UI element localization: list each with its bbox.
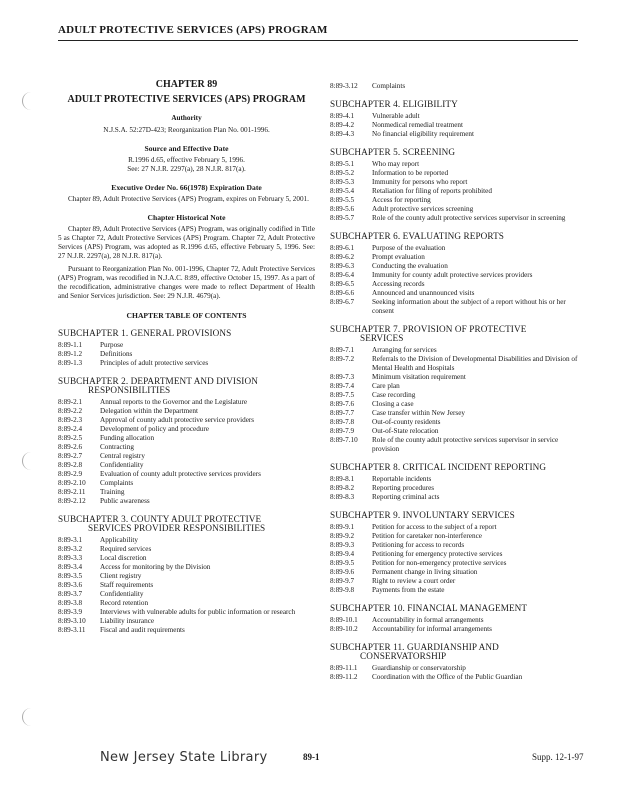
toc-entry: 8:89-6.3 Conducting the evaluation: [330, 262, 448, 270]
toc-entry: 8:89-3.4 Access for monitoring by the Division: [58, 563, 211, 571]
toc-entry: 8:89-5.2 Information to be reported: [330, 169, 449, 177]
toc-entry: 8:89-9.5 Petition for non-emergency protective services: [330, 559, 507, 567]
subchapter-title: SUBCHAPTER 2. DEPARTMENT AND DIVISION RESPONSIBILITIES: [58, 376, 258, 395]
subchapter-title: SUBCHAPTER 10. FINANCIAL MANAGEMENT: [330, 603, 528, 613]
toc-entry: 8:89-1.3 Principles of adult protective services: [58, 359, 209, 367]
source-text-1: R.1996 d.65, effective February 5, 1996.: [128, 156, 245, 164]
toc-entry: 8:89-6.5 Accessing records: [330, 280, 425, 288]
toc-entry: 8:89-6.1 Purpose of the evaluation: [330, 244, 446, 252]
toc-entry: 8:89-7.9 Out-of-State relocation: [330, 427, 439, 435]
subchapter-3: [58, 515, 315, 635]
toc-entry: 8:89-2.10 Complaints: [58, 479, 134, 487]
subchapter-4: [330, 100, 585, 139]
chapter-title: ADULT PROTECTIVE SERVICES (APS) PROGRAM: [67, 94, 306, 105]
toc-entry: 8:89-6.4 Immunity for county adult protective services providers: [330, 271, 533, 279]
toc-entry: 8:89-3.8 Record retention: [58, 599, 149, 607]
toc-entry: 8:89-9.8 Payments from the estate: [330, 586, 445, 594]
supplement-date: Supp. 12-1-97: [532, 752, 584, 762]
subchapter-title: SUBCHAPTER 6. EVALUATING REPORTS: [330, 231, 504, 241]
exec-order-text: Chapter 89, Adult Protective Services (APS) Program, expires on February 5, 2001.: [68, 195, 309, 203]
subchapter-title: SUBCHAPTER 8. CRITICAL INCIDENT REPORTING: [330, 462, 547, 472]
subchapter-title: SUBCHAPTER 3. COUNTY ADULT PROTECTIVE SERVICES PROVIDER RESPONSIBILITIES: [58, 514, 266, 533]
toc-entry: 8:89-6.7 Seeking information about the subject of a report without his or her consent: [330, 298, 566, 315]
binder-hole-mark: [22, 708, 37, 726]
toc-entry: 8:89-2.6 Contracting: [58, 443, 134, 451]
exec-order-heading: Executive Order No. 66(1978) Expiration Date: [111, 183, 262, 192]
toc-entry: 8:89-7.1 Arranging for services: [330, 346, 437, 354]
toc-entry: 8:89-5.7 Role of the county adult protective services supervisor in screening: [330, 214, 566, 222]
source-heading: Source and Effective Date: [144, 144, 229, 153]
right-column: [330, 82, 585, 682]
subchapter-title: SUBCHAPTER 11. GUARDIANSHIP AND CONSERVATORSHIP: [330, 642, 499, 661]
subchapter-1: [58, 329, 315, 368]
toc-entry: 8:89-3.6 Staff requirements: [58, 581, 154, 589]
toc-entry: 8:89-3.1 Applicability: [58, 536, 138, 544]
toc-entry: 8:89-7.5 Case recording: [330, 391, 416, 399]
toc-entry: 8:89-5.1 Who may report: [330, 160, 420, 168]
toc-entry: 8:89-3.5 Client registry: [58, 572, 142, 580]
subchapter-title: SUBCHAPTER 7. PROVISION OF PROTECTIVE SERVICES: [330, 324, 527, 343]
toc-entry: 8:89-7.6 Closing a case: [330, 400, 414, 408]
history-paragraph-2: Pursuant to Reorganization Plan No. 001-1996, Chapter 72, Adult Protective Services (APS) Program, was recodified in N.J.A.C. 8:89, effective October 15, 1997. As a part of the recodification, administrative changes were made to reflect Department of Health and Senior Services jurisdiction. See: 29 N.J.R. 4679(a).: [58, 265, 315, 300]
running-header: ADULT PROTECTIVE SERVICES (APS) PROGRAM: [58, 24, 328, 36]
toc-entry: 8:89-6.2 Prompt evaluation: [330, 253, 425, 261]
history-paragraph-1: Chapter 89, Adult Protective Services (APS) Program, was originally codified in Title 5 as Chapter 72, Adult Protective Services (APS) Program. Chapter 72, Adult Protective Services (APS) Program, was adopted as R.1996 d.65, effective February 5, 1996. See: 27 N.J.R. 2297(a), 28 N.J.R. 817(a).: [58, 225, 315, 260]
toc-entry: 8:89-4.2 Nonmedical remedial treatment: [330, 121, 464, 129]
toc-entry: 8:89-7.3 Minimum visitation requirement: [330, 373, 466, 381]
toc-entry: 8:89-3.12 Complaints: [330, 82, 406, 90]
page-number: 89-1: [303, 752, 320, 762]
toc-entry: 8:89-7.2 Referrals to the Division of Developmental Disabilities and Division of Mental Health and Hospitals: [330, 355, 578, 372]
library-stamp: New Jersey State Library: [100, 750, 268, 765]
toc-entry: 8:89-2.9 Evaluation of county adult protective services providers: [58, 470, 261, 478]
subchapter-2: [58, 377, 315, 506]
toc-entry: 8:89-2.3 Approval of county adult protective service providers: [58, 416, 255, 424]
left-column: [58, 80, 315, 635]
subchapter-title: SUBCHAPTER 9. INVOLUNTARY SERVICES: [330, 510, 515, 520]
toc-entry: 8:89-2.11 Training: [58, 488, 125, 496]
toc-entry: 8:89-2.5 Funding allocation: [58, 434, 155, 442]
subchapter-title: SUBCHAPTER 4. ELIGIBILITY: [330, 99, 458, 109]
authority-text: N.J.S.A. 52:27D-423; Reorganization Plan No. 001-1996.: [103, 126, 270, 134]
toc-entry: 8:89-2.8 Confidentiality: [58, 461, 144, 469]
toc-entry: 8:89-9.6 Permanent change in living situation: [330, 568, 478, 576]
toc-entry: 8:89-3.10 Liability insurance: [58, 617, 155, 625]
toc-entry: 8:89-1.2 Definitions: [58, 350, 133, 358]
toc-entry: 8:89-11.1 Guardianship or conservatorship: [330, 664, 466, 672]
toc-entry: 8:89-5.4 Retaliation for filing of reports prohibited: [330, 187, 492, 195]
toc-entry: 8:89-3.7 Confidentiality: [58, 590, 144, 598]
toc-entry: 8:89-8.1 Reportable incidents: [330, 475, 432, 483]
toc-entry: 8:89-2.2 Delegation within the Department: [58, 407, 198, 415]
subchapter-5: [330, 148, 585, 223]
subchapter-title: SUBCHAPTER 5. SCREENING: [330, 147, 456, 157]
subchapter-7: [330, 325, 585, 454]
source-text-2: See: 27 N.J.R. 2297(a), 28 N.J.R. 817(a).: [127, 165, 246, 173]
toc-entry: 8:89-5.3 Immunity for persons who report: [330, 178, 468, 186]
toc-entry: 8:89-9.3 Petitioning for access to records: [330, 541, 465, 549]
toc-entry: 8:89-8.2 Reporting procedures: [330, 484, 435, 492]
subchapter-10: [330, 604, 585, 634]
binder-hole-mark: [22, 92, 37, 110]
toc-entry: 8:89-10.2 Accountability for informal arrangements: [330, 625, 492, 633]
toc-entry: 8:89-5.5 Access for reporting: [330, 196, 431, 204]
subchapter-11: [330, 643, 585, 682]
toc-entry: 8:89-4.3 No financial eligibility requirement: [330, 130, 474, 138]
subchapter-9: [330, 511, 585, 595]
toc-entry: 8:89-9.1 Petition for access to the subject of a report: [330, 523, 497, 531]
toc-entry: 8:89-5.6 Adult protective services screening: [330, 205, 474, 213]
toc-entry: 8:89-2.7 Central registry: [58, 452, 145, 460]
toc-entry: 8:89-9.2 Petition for caretaker non-interference: [330, 532, 482, 540]
history-heading: Chapter Historical Note: [147, 213, 226, 222]
toc-entry: 8:89-4.1 Vulnerable adult: [330, 112, 420, 120]
toc-entry: 8:89-3.3 Local discretion: [58, 554, 147, 562]
toc-entry: 8:89-7.4 Care plan: [330, 382, 400, 390]
toc-entry: 8:89-3.9 Interviews with vulnerable adults for public information or research: [58, 608, 296, 616]
binder-hole-mark: [22, 452, 37, 470]
chapter-number: CHAPTER 89: [155, 79, 218, 90]
subchapter-8: [330, 463, 585, 502]
toc-entry: 8:89-7.7 Case transfer within New Jersey: [330, 409, 466, 417]
toc-entry: 8:89-3.11 Fiscal and audit requirements: [58, 626, 185, 634]
toc-entry: 8:89-7.10 Role of the county adult protective services supervisor in service provision: [330, 436, 559, 453]
subchapter-title: SUBCHAPTER 1. GENERAL PROVISIONS: [58, 328, 232, 338]
toc-entry: 8:89-2.1 Annual reports to the Governor and the Legislature: [58, 398, 248, 406]
toc-entry: 8:89-2.12 Public awareness: [58, 497, 150, 505]
toc-entry: 8:89-3.2 Required services: [58, 545, 152, 553]
toc-entry: 8:89-8.3 Reporting criminal acts: [330, 493, 440, 501]
toc-entry: 8:89-11.2 Coordination with the Office of the Public Guardian: [330, 673, 523, 681]
toc-entry: 8:89-10.1 Accountability in formal arrangements: [330, 616, 484, 624]
subchapter-6: [330, 232, 585, 316]
toc-entry: 8:89-6.6 Announced and unannounced visits: [330, 289, 475, 297]
toc-entry: 8:89-9.7 Right to review a court order: [330, 577, 456, 585]
header-rule: [58, 40, 578, 41]
authority-heading: Authority: [171, 114, 202, 122]
toc-entry: 8:89-9.4 Petitioning for emergency protective services: [330, 550, 503, 558]
toc-heading: CHAPTER TABLE OF CONTENTS: [126, 311, 247, 320]
toc-entry: 8:89-7.8 Out-of-county residents: [330, 418, 441, 426]
toc-entry: 8:89-1.1 Purpose: [58, 341, 124, 349]
toc-entry: 8:89-2.4 Development of policy and procedure: [58, 425, 209, 433]
